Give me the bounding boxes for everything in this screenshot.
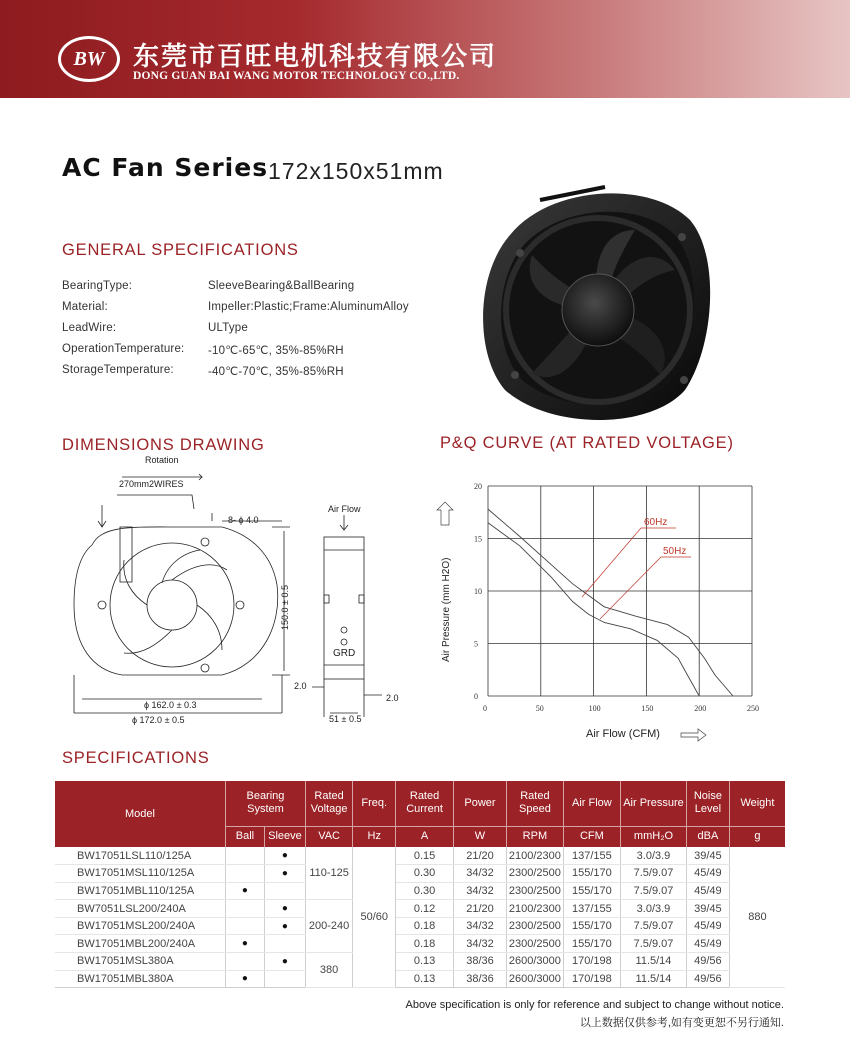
cell-noise: 49/56 bbox=[686, 970, 729, 988]
cell-voltage: 110-125 bbox=[305, 847, 352, 900]
spec-value: -10℃-65℃, 35%-85%RH bbox=[208, 345, 344, 357]
height-dim: 150.0 ± 0.5 bbox=[280, 585, 290, 630]
pq-chart bbox=[436, 470, 776, 745]
cell-noise: 45/49 bbox=[686, 865, 729, 883]
cell-power: 38/36 bbox=[453, 953, 506, 971]
disclaimer-cn: 以上数据仅供参考,如有变更恕不另行通知. bbox=[579, 1017, 784, 1029]
pq-xtick: 100 bbox=[588, 704, 601, 713]
pq-ytick: 20 bbox=[474, 482, 482, 491]
cell-sleeve bbox=[264, 970, 305, 988]
cell-ball: ● bbox=[225, 970, 264, 988]
cell-sleeve: ● bbox=[264, 865, 305, 883]
company-name-cn: 东莞市百旺电机科技有限公司 bbox=[133, 42, 498, 72]
pq-title: P&Q CURVE (AT RATED VOLTAGE) bbox=[440, 434, 734, 452]
dim-172-label: ϕ 172.0 ± 0.5 bbox=[132, 715, 185, 725]
cell-speed: 2100/2300 bbox=[507, 847, 563, 865]
table-row bbox=[55, 900, 785, 918]
grd-label: GRD bbox=[333, 648, 356, 659]
pq-xtick: 250 bbox=[747, 704, 759, 713]
cell-model: BW17051MSL110/125A bbox=[55, 865, 225, 883]
cell-speed: 2600/3000 bbox=[507, 970, 563, 988]
cell-model: BW17051LSL110/125A bbox=[55, 847, 225, 865]
th-weight: Weight bbox=[729, 781, 785, 826]
cell-airflow: 137/155 bbox=[563, 900, 620, 918]
cell-speed: 2300/2500 bbox=[507, 882, 563, 900]
th-airflow: Air Flow bbox=[563, 781, 620, 826]
specifications-table bbox=[55, 781, 785, 988]
th-noise: Noise Level bbox=[686, 781, 729, 826]
cell-ball: ● bbox=[225, 882, 264, 900]
cell-ball: ● bbox=[225, 935, 264, 953]
pq-ytick: 15 bbox=[474, 534, 482, 544]
cell-ball bbox=[225, 847, 264, 865]
cell-pressure: 7.5/9.07 bbox=[621, 935, 687, 953]
cell-airflow: 155/170 bbox=[563, 935, 620, 953]
cell-voltage: 200-240 bbox=[305, 900, 352, 953]
cell-airflow: 137/155 bbox=[563, 847, 620, 865]
th-speed: Rated Speed bbox=[507, 781, 563, 826]
disclaimer-en: Above specification is only for reference and subject to change without notice. bbox=[405, 999, 784, 1011]
th-unit-power: W bbox=[453, 826, 506, 847]
cell-freq: 50/60 bbox=[353, 847, 396, 988]
cell-noise: 39/45 bbox=[686, 847, 729, 865]
table-row bbox=[55, 970, 785, 988]
pq-xtick: 200 bbox=[694, 704, 707, 713]
cell-airflow: 155/170 bbox=[563, 865, 620, 883]
pq-series-60hz bbox=[488, 509, 733, 696]
depth-dim: 51 ± 0.5 bbox=[329, 714, 362, 724]
cell-current: 0.13 bbox=[396, 970, 453, 988]
th-unit-current: A bbox=[396, 826, 453, 847]
cell-model: BW17051MSL200/240A bbox=[55, 917, 225, 935]
cell-sleeve: ● bbox=[264, 953, 305, 971]
cell-pressure: 7.5/9.07 bbox=[621, 917, 687, 935]
spec-label: OperationTemperature: bbox=[62, 343, 185, 355]
pq-xlabel: Air Flow (CFM) bbox=[586, 728, 660, 740]
pq-ytick: 0 bbox=[474, 692, 478, 701]
side-right-dim: 2.0 bbox=[386, 693, 399, 703]
cell-power: 38/36 bbox=[453, 970, 506, 988]
th-unit-freq: Hz bbox=[353, 826, 396, 847]
table-row bbox=[55, 865, 785, 883]
spec-row-storage-temp bbox=[62, 364, 344, 378]
cell-pressure: 11.5/14 bbox=[621, 970, 687, 988]
cell-model: BW17051MBL380A bbox=[55, 970, 225, 988]
cell-current: 0.30 bbox=[396, 882, 453, 900]
cell-power: 34/32 bbox=[453, 882, 506, 900]
fan-product-image bbox=[470, 175, 720, 430]
th-freq: Freq. bbox=[353, 781, 396, 826]
company-header bbox=[0, 0, 850, 98]
th-power: Power bbox=[453, 781, 506, 826]
th-unit-speed: RPM bbox=[507, 826, 563, 847]
cell-noise: 45/49 bbox=[686, 917, 729, 935]
spec-value: ULType bbox=[208, 322, 248, 334]
x-arrow-icon bbox=[681, 729, 706, 741]
cell-ball bbox=[225, 900, 264, 918]
cell-airflow: 170/198 bbox=[563, 970, 620, 988]
wires-label: 270mm2WIRES bbox=[119, 479, 184, 489]
cell-sleeve: ● bbox=[264, 900, 305, 918]
th-model: Model bbox=[55, 781, 225, 847]
spec-row-material bbox=[62, 301, 409, 313]
cell-current: 0.18 bbox=[396, 917, 453, 935]
rotation-label: Rotation bbox=[145, 455, 179, 465]
pq-xtick: 0 bbox=[483, 704, 487, 713]
cell-model: BW7051LSL200/240A bbox=[55, 900, 225, 918]
pq-legend-60hz: 60Hz bbox=[644, 517, 668, 528]
cell-speed: 2300/2500 bbox=[507, 865, 563, 883]
company-logo: BW bbox=[58, 36, 120, 82]
cell-airflow: 155/170 bbox=[563, 917, 620, 935]
spec-row-bearing bbox=[62, 280, 355, 292]
cell-power: 34/32 bbox=[453, 917, 506, 935]
dimensions-title: DIMENSIONS DRAWING bbox=[62, 436, 265, 454]
table-row bbox=[55, 917, 785, 935]
cell-sleeve: ● bbox=[264, 847, 305, 865]
cell-speed: 2300/2500 bbox=[507, 917, 563, 935]
table-row bbox=[55, 953, 785, 971]
th-current: Rated Current bbox=[396, 781, 453, 826]
pq-ytick: 5 bbox=[474, 639, 478, 649]
cell-sleeve bbox=[264, 882, 305, 900]
cell-weight: 880 bbox=[729, 847, 785, 988]
cell-model: BW17051MSL380A bbox=[55, 953, 225, 971]
spec-label: LeadWire: bbox=[62, 322, 117, 334]
th-unit-noise: dBA bbox=[686, 826, 729, 847]
series-size: 172x150x51mm bbox=[268, 158, 444, 184]
th-unit-sleeve: Sleeve bbox=[264, 826, 305, 847]
spec-row-operation-temp bbox=[62, 343, 344, 357]
pq-ytick: 10 bbox=[474, 587, 482, 596]
cell-sleeve: ● bbox=[264, 917, 305, 935]
cell-sleeve bbox=[264, 935, 305, 953]
dimensions-drawing bbox=[62, 455, 432, 725]
cell-speed: 2300/2500 bbox=[507, 935, 563, 953]
side-left-dim: 2.0 bbox=[294, 681, 307, 691]
cell-pressure: 7.5/9.07 bbox=[621, 882, 687, 900]
cell-ball bbox=[225, 865, 264, 883]
cell-noise: 49/56 bbox=[686, 953, 729, 971]
specifications-title: SPECIFICATIONS bbox=[62, 749, 210, 767]
spec-label: Material: bbox=[62, 301, 108, 313]
cell-model: BW17051MBL110/125A bbox=[55, 882, 225, 900]
y-arrow-icon bbox=[437, 502, 453, 525]
cell-voltage: 380 bbox=[305, 953, 352, 988]
th-unit-pressure: mmH₂O bbox=[621, 826, 687, 847]
th-bearing: Bearing System bbox=[225, 781, 305, 826]
cell-noise: 39/45 bbox=[686, 900, 729, 918]
spec-label: StorageTemperature: bbox=[62, 364, 174, 376]
dim-162-label: ϕ 162.0 ± 0.3 bbox=[144, 700, 197, 710]
cell-pressure: 7.5/9.07 bbox=[621, 865, 687, 883]
table-row bbox=[55, 847, 785, 865]
th-voltage: Rated Voltage bbox=[305, 781, 352, 826]
cell-current: 0.12 bbox=[396, 900, 453, 918]
cell-airflow: 170/198 bbox=[563, 953, 620, 971]
pq-xtick: 50 bbox=[535, 704, 544, 713]
general-spec-title: GENERAL SPECIFICATIONS bbox=[62, 241, 299, 259]
cell-pressure: 3.0/3.9 bbox=[621, 900, 687, 918]
th-pressure: Air Pressure bbox=[621, 781, 687, 826]
airflow-label: Air Flow bbox=[328, 504, 361, 514]
cell-noise: 45/49 bbox=[686, 935, 729, 953]
th-unit-weight: g bbox=[729, 826, 785, 847]
cell-pressure: 3.0/3.9 bbox=[621, 847, 687, 865]
pq-ylabel: Air Pressure (mm H2O) bbox=[441, 557, 452, 662]
cell-speed: 2100/2300 bbox=[507, 900, 563, 918]
table-row bbox=[55, 935, 785, 953]
pq-xtick: 150 bbox=[641, 704, 654, 713]
cell-ball bbox=[225, 917, 264, 935]
pq-legend-50hz: 50Hz bbox=[663, 546, 687, 557]
th-unit-voltage: VAC bbox=[305, 826, 352, 847]
cell-power: 21/20 bbox=[453, 847, 506, 865]
series-title: AC Fan Series bbox=[62, 153, 269, 182]
spec-label: BearingType: bbox=[62, 280, 133, 292]
cell-ball bbox=[225, 953, 264, 971]
table-row bbox=[55, 882, 785, 900]
cell-noise: 45/49 bbox=[686, 882, 729, 900]
spec-value: Impeller:Plastic;Frame:AluminumAlloy bbox=[208, 301, 409, 313]
spec-row-leadwire bbox=[62, 322, 248, 334]
cell-current: 0.13 bbox=[396, 953, 453, 971]
holes-label: 8- ϕ 4.0 bbox=[228, 515, 259, 525]
th-unit-airflow: CFM bbox=[563, 826, 620, 847]
spec-value: SleeveBearing&BallBearing bbox=[208, 280, 355, 292]
cell-power: 34/32 bbox=[453, 865, 506, 883]
cell-speed: 2600/3000 bbox=[507, 953, 563, 971]
cell-current: 0.30 bbox=[396, 865, 453, 883]
cell-current: 0.15 bbox=[396, 847, 453, 865]
cell-power: 21/20 bbox=[453, 900, 506, 918]
cell-pressure: 11.5/14 bbox=[621, 953, 687, 971]
cell-current: 0.18 bbox=[396, 935, 453, 953]
cell-power: 34/32 bbox=[453, 935, 506, 953]
cell-model: BW17051MBL200/240A bbox=[55, 935, 225, 953]
th-unit-ball: Ball bbox=[225, 826, 264, 847]
spec-value: -40℃-70℃, 35%-85%RH bbox=[208, 366, 344, 378]
company-name-en: DONG GUAN BAI WANG MOTOR TECHNOLOGY CO.,LTD. bbox=[133, 70, 460, 82]
cell-airflow: 155/170 bbox=[563, 882, 620, 900]
